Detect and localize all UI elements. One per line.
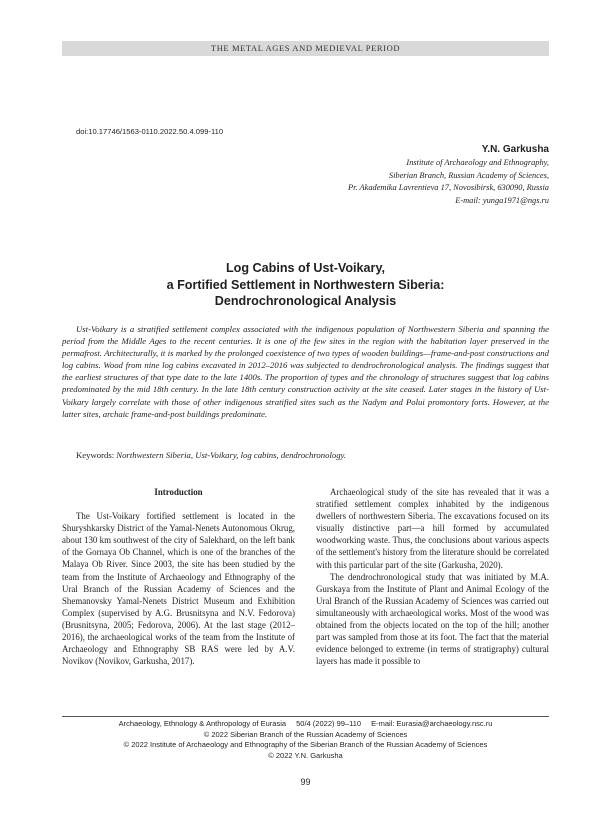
journal-issue: 50/4 (2022) 99–110 xyxy=(296,719,362,728)
author-block xyxy=(348,144,549,207)
title-line: a Fortified Settlement in Northwestern Siberia: xyxy=(166,277,445,292)
footer-divider xyxy=(62,716,549,717)
affiliation-line: Siberian Branch, Russian Academy of Sciences, xyxy=(388,170,549,180)
keywords-label: Keywords: xyxy=(76,450,115,460)
body-paragraph: Archaeological study of the site has revealed that it was a stratified settlement complex inhabited by the indigenous dwellers of northwestern Siberia. The excavations focused on its visually distinctive part—a hill formed by accumulated woodworking waste. Thus, the conclusions about various aspects of the settlement's history from the literature should be correlated with this particular part of the site (Garkusha, 2020). xyxy=(316,487,549,570)
journal-name: Archaeology, Ethnology & Anthropology of Eurasia xyxy=(118,719,287,728)
body-paragraph: The Ust-Voikary fortified settlement is located in the Shuryshkarsky District of the Yamal-Nenets Autonomous Okrug, about 130 km southwest of the city of Salekhard, on the left bank of the Gornaya Ob Channel, which is one of the branches of the Malaya Ob River. Since 2003, the site has been studied by the team from the Institute of Archaeology and Ethnography of the Ural Branch of the Russian Academy of Sciences and the Shemanovsky Yamal-Nenets District Museum and Exhibition Complex (supervised by A.G. Brusnitsyna and N.V. Fedorova) (Brusnitsyna, 2005; Fedorova, 2006). At the last stage (2012–2016), the archaeological works of the team from the Institute of Archaeology and Ethnography SB RAS were led by A.V. Novikov (Novikov, Garkusha, 2017). xyxy=(62,511,295,667)
author-name: Y.N. Garkusha xyxy=(481,144,549,155)
keywords-text: Northwestern Siberia, Ust-Voikary, log cabins, dendrochronology. xyxy=(116,450,347,460)
article-title xyxy=(62,260,549,310)
copyright-line: © 2022 Siberian Branch of the Russian Academy of Sciences xyxy=(203,729,408,739)
body-paragraph: The dendrochronological study that was initiated by M.A. Gurskaya from the Institute of Plant and Animal Ecology of the Ural Branch of the Russian Academy of Sciences was carried out simultaneously with archaeological works. Most of the wood was obtained from the objects located on the top of the hill; another part was sampled from those at its foot. The fact that the material evidence belonged to extreme (in terms of stratigraphy) cultural layers has made it possible to xyxy=(316,571,549,667)
section-heading-introduction: Introduction xyxy=(154,487,203,497)
page-footer xyxy=(62,719,549,761)
affiliation-line: Institute of Archaeology and Ethnography, xyxy=(406,158,549,167)
copyright-line: © 2022 Y.N. Garkusha xyxy=(268,750,343,760)
abstract: Ust-Voikary is a stratified settlement complex associated with the indigenous population of Northwestern Siberia and spanning the period from the Middle Ages to the recent centuries. It is one of the few sites in the region with the habitation layer preserved in the permafrost. Architecturally, it is marked by the prolonged coexistence of two types of wooden buildings—frame-and-post constructions and log cabins. Wood from nine log cabins excavated in 2012–2016 was subjected to dendrochronological analysis. The findings suggest that the earliest structures of that type date to the late 1400s. The proportion of types and the chronology of structures suggest that log cabins predominated by the mid 18th century. In the late 18th century construction activity at the site ceased. Later stages in the history of Ust-Voikary largely correlate with those of other indigenous stratified sites such as the Nadym and Polui promontory forts. However, at the latter sites, archaic frame-and-post buildings predominate. xyxy=(62,324,549,419)
affiliation-line: Pr. Akademika Lavrentieva 17, Novosibirsk, 630090, Russia xyxy=(348,183,549,193)
right-column xyxy=(316,486,549,667)
title-line: Log Cabins of Ust-Voikary, xyxy=(225,261,386,275)
copyright-line: © 2022 Institute of Archaeology and Ethnography of the Siberian Branch of the Russian Academy of Sciences xyxy=(123,740,488,750)
journal-email[interactable]: E-mail: Eurasia@archaeology.nsc.ru xyxy=(371,719,493,728)
left-column xyxy=(62,486,295,667)
footer-journal-line xyxy=(62,719,549,730)
doi-text[interactable]: doi:10.17746/1563-0110.2022.50.4.099-110 xyxy=(76,127,224,136)
keywords xyxy=(76,450,346,460)
page-number: 99 xyxy=(300,777,311,787)
author-email[interactable]: E-mail: yunga1971@ngs.ru xyxy=(455,195,549,205)
section-banner: THE METAL AGES AND MEDIEVAL PERIOD xyxy=(62,41,549,56)
title-line: Dendrochronological Analysis xyxy=(214,294,397,308)
